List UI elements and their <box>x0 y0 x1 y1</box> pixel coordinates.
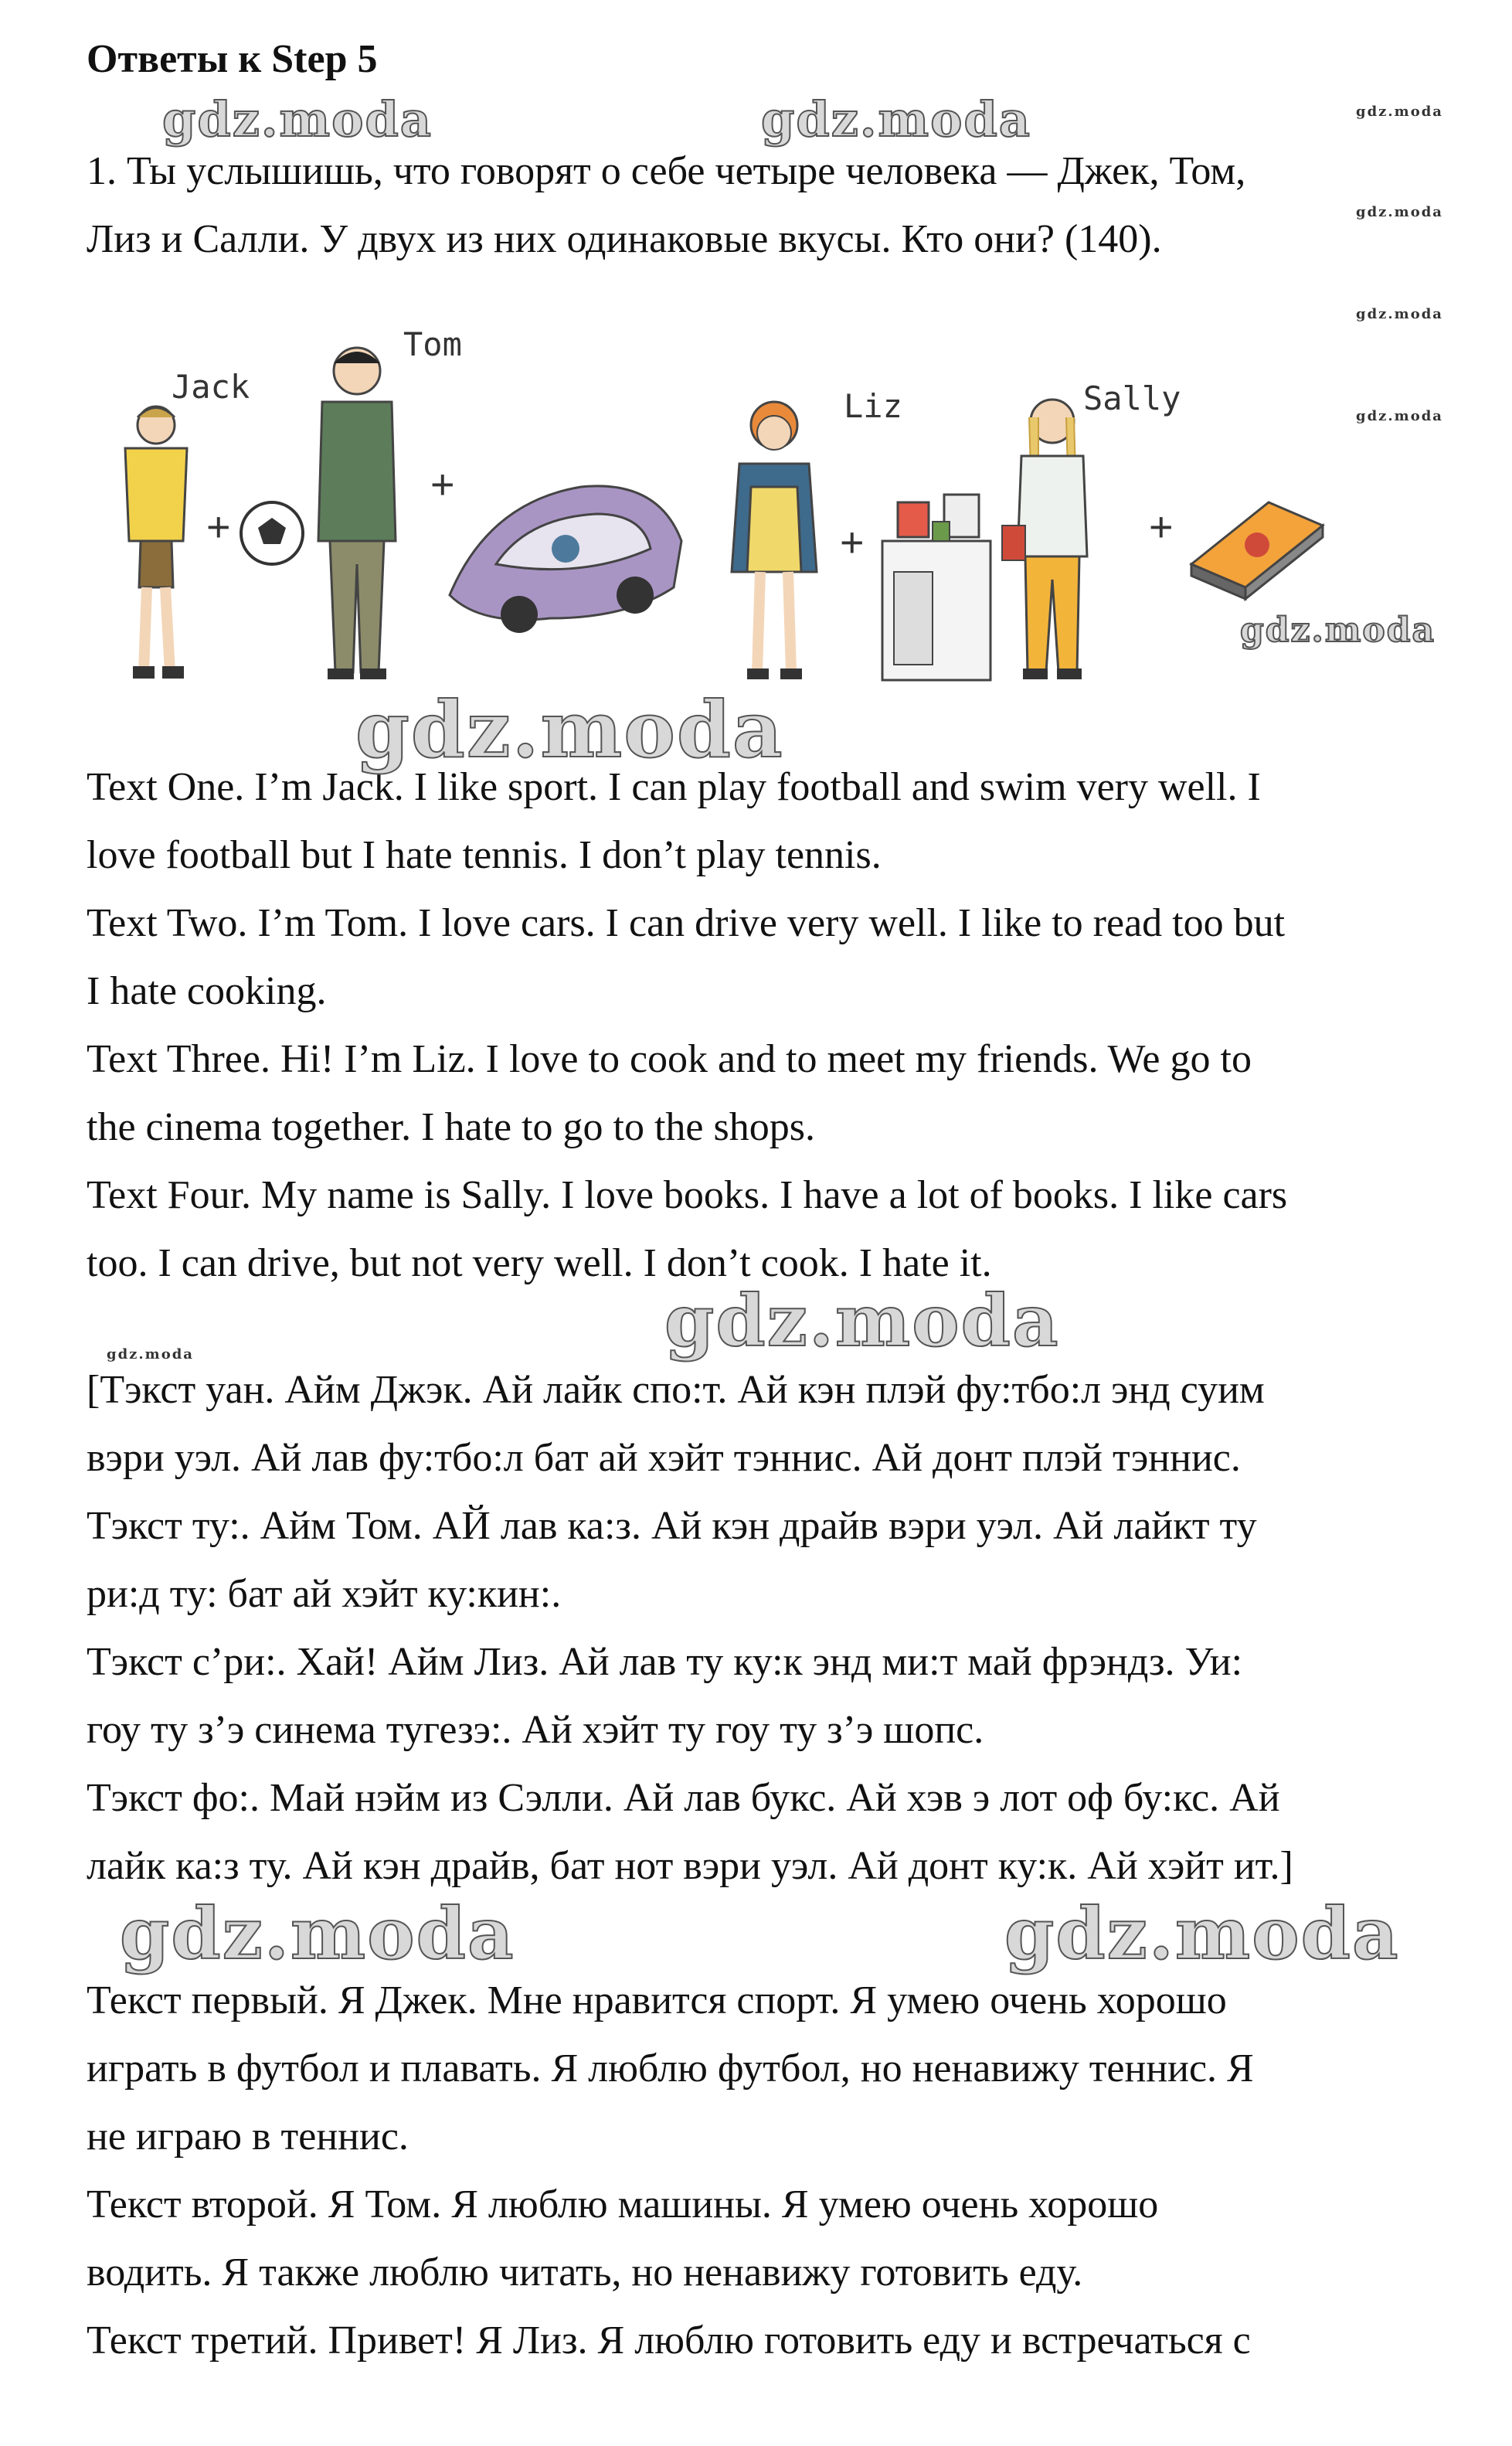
plus-sign: + <box>430 461 455 508</box>
woman-cook-icon <box>732 402 817 679</box>
text-line: Тэкст с’ри:. Хай! Айм Лиз. Ай лав ту ку:к энд ми:т май фрэндз. Уи: <box>87 1640 1243 1684</box>
plus-sign: + <box>1149 504 1174 550</box>
task-text <box>87 138 1446 274</box>
book-icon <box>1191 502 1323 599</box>
label-sally: Sally <box>1083 379 1181 417</box>
watermark: gdz.moda <box>761 91 1031 148</box>
watermark-small: gdz.moda <box>1356 306 1443 322</box>
text-line: не играю в теннис. <box>87 2114 409 2159</box>
woman-figure-icon <box>1002 400 1087 679</box>
text-line: водить. Я также люблю читать, но ненавижу готовить еду. <box>87 2250 1083 2295</box>
text-line: I hate cooking. <box>87 969 327 1013</box>
label-tom: Tom <box>403 325 462 363</box>
man-figure-icon <box>318 348 396 679</box>
text-line: играть в футбол и плавать. Я люблю футбол, но ненавижу теннис. Я <box>87 2046 1254 2090</box>
english-texts <box>87 754 1446 1298</box>
text-line: Text Four. My name is Sally. I love books. I have a lot of books. I like cars <box>87 1173 1288 1217</box>
text-line: love football but I hate tennis. I don’t play tennis. <box>87 833 882 877</box>
boy-figure-icon <box>125 407 187 679</box>
stove-icon <box>882 495 990 680</box>
text-line: Текст третий. Привет! Я Лиз. Я люблю готовить еду и встречаться с <box>87 2318 1251 2363</box>
text-line: лайк ка:з ту. Ай кэн драйв, бат нот вэри уэл. Ай донт ку:к. Ай хэйт ит.] <box>87 1844 1293 1888</box>
watermark: gdz.moda <box>1240 611 1436 650</box>
car-icon <box>450 486 681 633</box>
watermark: gdz.moda <box>120 1892 515 1975</box>
text-line: Тэкст фо:. Май нэйм из Сэлли. Ай лав букс. Ай хэв э лот оф бу:кс. Ай <box>87 1776 1280 1820</box>
watermark: gdz.moda <box>355 684 784 775</box>
text-line: [Тэкст уан. Айм Джэк. Ай лайк спо:т. Ай кэн плэй фу:тбо:л энд суим <box>87 1368 1265 1412</box>
page-title: Ответы к Step 5 <box>87 37 378 81</box>
text-line: Text One. I’m Jack. I like sport. I can play football and swim very well. I <box>87 765 1261 809</box>
translation-texts <box>87 1967 1446 2375</box>
watermark-small: gdz.moda <box>1356 204 1443 220</box>
watermark-small: gdz.moda <box>107 1346 194 1362</box>
plus-sign: + <box>840 519 865 566</box>
label-liz: Liz <box>844 387 902 425</box>
text-line: гоу ту з’э синема тугезэ:. Ай хэйт ту гоу ту з’э шопс. <box>87 1708 984 1752</box>
text-line: ри:д ту: бат ай хэйт ку:кин:. <box>87 1572 562 1616</box>
text-line: вэри уэл. Ай лав фу:тбо:л бат ай хэйт тэннис. Ай донт плэй тэннис. <box>87 1436 1241 1480</box>
text-line: the cinema together. I hate to go to the shops. <box>87 1105 815 1149</box>
text-line: Text Three. Hi! I’m Liz. I love to cook and to meet my friends. We go to <box>87 1037 1252 1081</box>
text-line: Текст первый. Я Джек. Мне нравится спорт. Я умею очень хорошо <box>87 1978 1227 2022</box>
text-line: Тэкст ту:. Айм Том. АЙ лав ка:з. Ай кэн драйв вэри уэл. Ай лайкт ту <box>87 1504 1257 1548</box>
transcription-texts <box>87 1356 1446 1900</box>
plus-sign: + <box>206 504 231 550</box>
task-line: Лиз и Салли. У двух из них одинаковые вкусы. Кто они? (140). <box>87 217 1162 261</box>
text-line: Текст второй. Я Том. Я люблю машины. Я умею очень хорошо <box>87 2182 1159 2227</box>
watermark: gdz.moda <box>162 91 433 148</box>
text-line: Text Two. I’m Tom. I love cars. I can drive very well. I like to read too but <box>87 901 1286 945</box>
text-line: too. I can drive, but not very well. I don’t cook. I hate it. <box>87 1241 992 1285</box>
watermark-small: gdz.moda <box>1356 408 1443 424</box>
task-line: 1. Ты услышишь, что говорят о себе четыре человека — Джек, Том, <box>87 149 1246 193</box>
watermark: gdz.moda <box>664 1279 1060 1362</box>
watermark: gdz.moda <box>1004 1892 1400 1975</box>
watermark-small: gdz.moda <box>1356 104 1443 120</box>
label-jack: Jack <box>172 368 250 406</box>
football-icon <box>241 502 303 564</box>
